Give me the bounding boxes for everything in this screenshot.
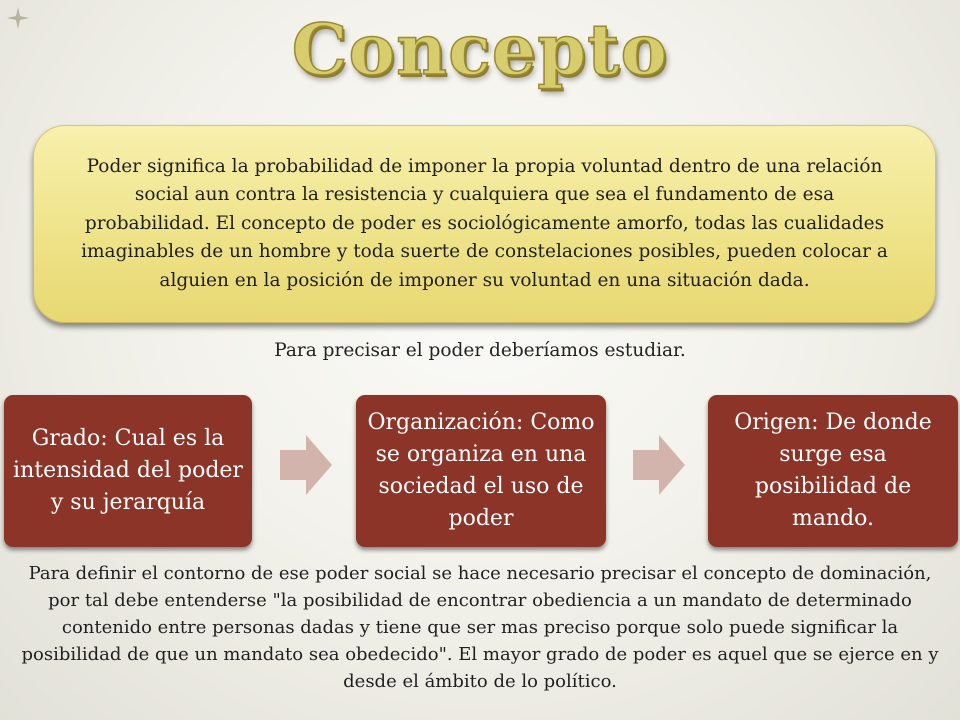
arrow-right-icon: [633, 435, 685, 495]
step-grado-box: [4, 395, 252, 547]
arrow-right-icon: [280, 435, 332, 495]
step-origen-label: Origen: De donde surge esa posibilidad de mando.: [734, 410, 932, 531]
intro-text: Para precisar el poder deberíamos estudiar.: [274, 340, 686, 361]
step-origen-box: [708, 395, 958, 547]
definition-text: Poder significa la probabilidad de imponer la propia voluntad dentro de una relación social aun contra la resistencia y cualquiera que sea el fundamento de esa probabilidad. El concepto de poder es sociológicamente amorfo, todas las cualidades imaginables de un hombre y toda suerte de constelaciones posibles, pueden colocar a alguien en la posición de imponer su voluntad en una situación dada.: [81, 155, 888, 291]
step-organizacion-box: [356, 395, 606, 547]
page-title: Concepto: [291, 8, 669, 91]
step-grado-label: Grado: Cual es la intensidad del poder y su jerarquía: [13, 426, 243, 515]
closing-paragraph: Para definir el contorno de ese poder social se hace necesario precisar el concepto de dominación, por tal debe entenderse "la posibilidad de encontrar obediencia a un mandato de determinado contenido entre personas dadas y tiene que ser mas preciso porque solo puede significar la posibilidad de que un mandato sea obedecido". El mayor grado de poder es aquel que se ejerce en y desde el ámbito de lo político.: [21, 563, 939, 692]
step-organizacion-label: Organización: Como se organiza en una sociedad el uso de poder: [367, 410, 595, 531]
definition-box: [33, 125, 936, 323]
